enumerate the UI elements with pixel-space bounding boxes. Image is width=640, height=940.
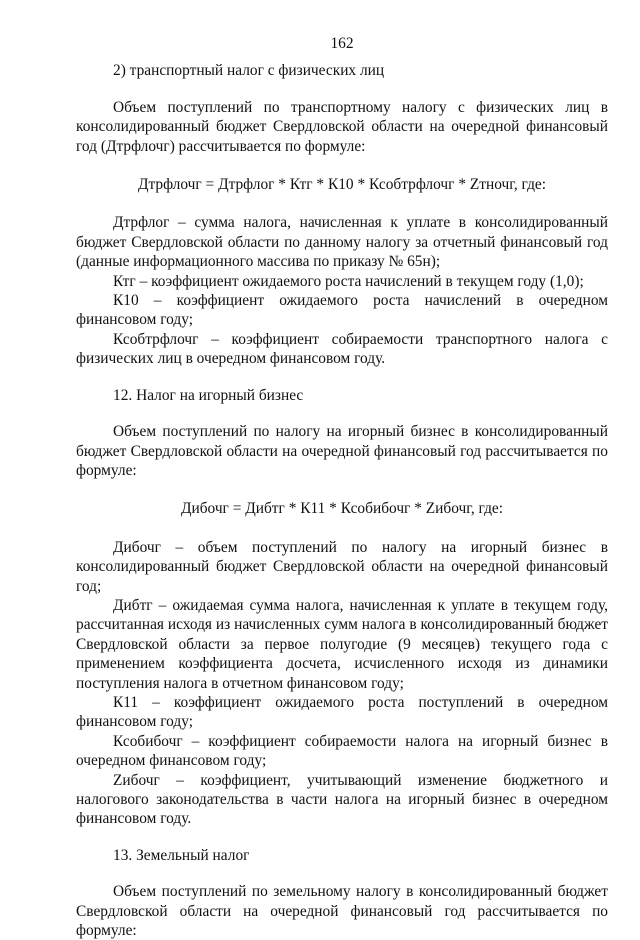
document-page — [76, 34, 608, 940]
section-heading-land-tax: 13. Земельный налог — [113, 846, 250, 864]
gambling-tax-formula: Дибочг = Дибтг * К11 * Ксобибочг * Zибочг, где: — [180, 500, 504, 518]
transport-definition: Ктг – коэффициент ожидаемого роста начислений в текущем году (1,0); — [113, 272, 584, 290]
gambling-definition: Zибочг – коэффициент, учитывающий изменение бюджетного и налогового законодательства в части налога на игорный бизнес в очередном финансовом году. — [76, 771, 608, 828]
transport-definition: Ксобтрфлочг – коэффициент собираемости транспортного налога с физических лиц в очередном финансовом году. — [76, 330, 608, 368]
land-tax-intro: Объем поступлений по земельному налогу в консолидированный бюджет Свердловской области на очередной финансовый год рассчитывается по формуле: — [76, 883, 608, 940]
gambling-definition: Дибочг – объем поступлений по налогу на игорный бизнес в консолидированный бюджет Свердловской области на очередной финансовый год; — [76, 538, 608, 595]
gambling-definition: Ксобибочг – коэффициент собираемости налога на игорный бизнес в очередном финансовом году; — [76, 732, 608, 770]
gambling-tax-intro: Объем поступлений по налогу на игорный бизнес в консолидированный бюджет Свердловской области на очередной финансовый год рассчитывается по формуле: — [76, 423, 608, 479]
gambling-definition: К11 – коэффициент ожидаемого роста поступлений в очередном финансовом году; — [76, 693, 608, 731]
transport-tax-intro: Объем поступлений по транспортному налогу с физических лиц в консолидированный бюджет Свердловской области на очередной финансовый год (Дтрфлочг) рассчитывается по формуле: — [76, 98, 608, 155]
transport-definition: Дтрфлог – сумма налога, начисленная к уплате в консолидированный бюджет Свердловской области по данному налогу за отчетный финансовый год (данные информационного массива по приказу № 65н); — [76, 214, 608, 271]
section-heading-transport-tax: 2) транспортный налог с физических лиц — [113, 62, 385, 80]
page-number: 162 — [330, 35, 354, 52]
gambling-definition: Дибтг – ожидаемая сумма налога, начисленная к уплате в текущем году, рассчитанная исходя из начисленных сумм налога в консолидированный бюджет Свердловской области за первое полугодие (9 месяцев) текущего года с применением коэффициента досчета, исчисленного исходя из динамики поступления налога в отчетном финансовом году; — [76, 596, 608, 692]
transport-tax-formula: Дтрфлочг = Дтрфлог * Ктг * К10 * Ксобтрфлочг * Zтночг, где: — [137, 176, 547, 194]
transport-definition: К10 – коэффициент ожидаемого роста начислений в очередном финансовом году; — [76, 292, 608, 329]
section-heading-gambling-tax: 12. Налог на игорный бизнес — [113, 386, 304, 404]
